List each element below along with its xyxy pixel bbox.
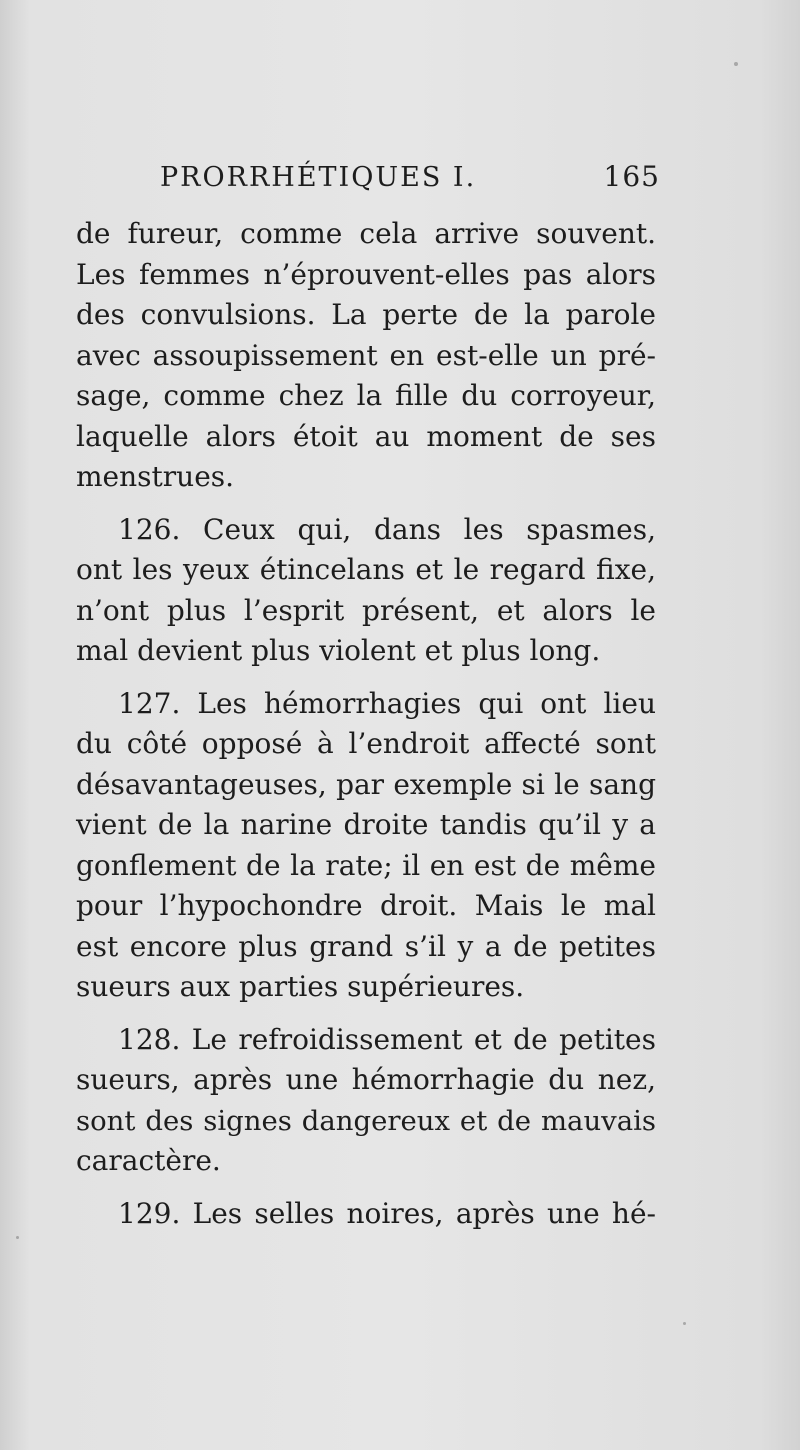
text-line: avec assoupissement en est-elle un pré- xyxy=(76,338,656,372)
paragraph xyxy=(76,684,656,1008)
paper-speck xyxy=(734,62,738,66)
text-line: désavantageuses, par exemple si le sang xyxy=(76,767,656,801)
text-line: gonflement de la rate; il en est de même xyxy=(76,848,656,882)
page-number: 165 xyxy=(603,160,660,193)
text-line: 127. Les hémorrhagies qui ont lieu xyxy=(118,686,656,720)
text-line: n’ont plus l’esprit présent, et alors le xyxy=(76,593,656,627)
text-line: 129. Les selles noires, après une hé- xyxy=(118,1196,656,1230)
paragraph xyxy=(76,1194,656,1235)
text-line: des convulsions. La perte de la parole xyxy=(76,298,656,331)
body-text xyxy=(76,214,656,1234)
text-line: caractère. xyxy=(76,1144,221,1177)
text-line: mal devient plus violent et plus long. xyxy=(76,634,601,667)
text-line: de fureur, comme cela arrive souvent. xyxy=(76,217,656,250)
text-line: est encore plus grand s’il y a de petites xyxy=(76,929,656,963)
running-header xyxy=(160,160,660,193)
text-line: pour l’hypochondre droit. Mais le mal xyxy=(76,889,656,922)
text-line: sont des signes dangereux et de mauvais xyxy=(76,1104,656,1137)
paragraph xyxy=(76,1020,656,1182)
text-line: vient de la narine droite tandis qu’il y a xyxy=(76,808,656,841)
text-line: menstrues. xyxy=(76,460,235,493)
paper-speck xyxy=(683,1322,686,1325)
text-line: 128. Le refroidissement et de petites xyxy=(118,1022,656,1056)
paper-speck xyxy=(16,1236,19,1239)
text-line: sage, comme chez la fille du corroyeur, xyxy=(76,379,656,412)
running-title: PRORRHÉTIQUES I. xyxy=(160,162,477,193)
text-line: 126. Ceux qui, dans les spasmes, xyxy=(118,512,656,546)
text-line: Les femmes n’éprouvent-elles pas alors xyxy=(76,257,656,291)
text-line: ont les yeux étincelans et le regard fixe, xyxy=(76,553,656,586)
text-line: sueurs, après une hémorrhagie du nez, xyxy=(76,1063,656,1096)
paragraph xyxy=(76,214,656,498)
text-line: du côté opposé à l’endroit affecté sont xyxy=(76,727,656,760)
text-line: laquelle alors étoit au moment de ses xyxy=(76,419,656,453)
text-line: sueurs aux parties supérieures. xyxy=(76,970,525,1003)
paragraph xyxy=(76,510,656,672)
